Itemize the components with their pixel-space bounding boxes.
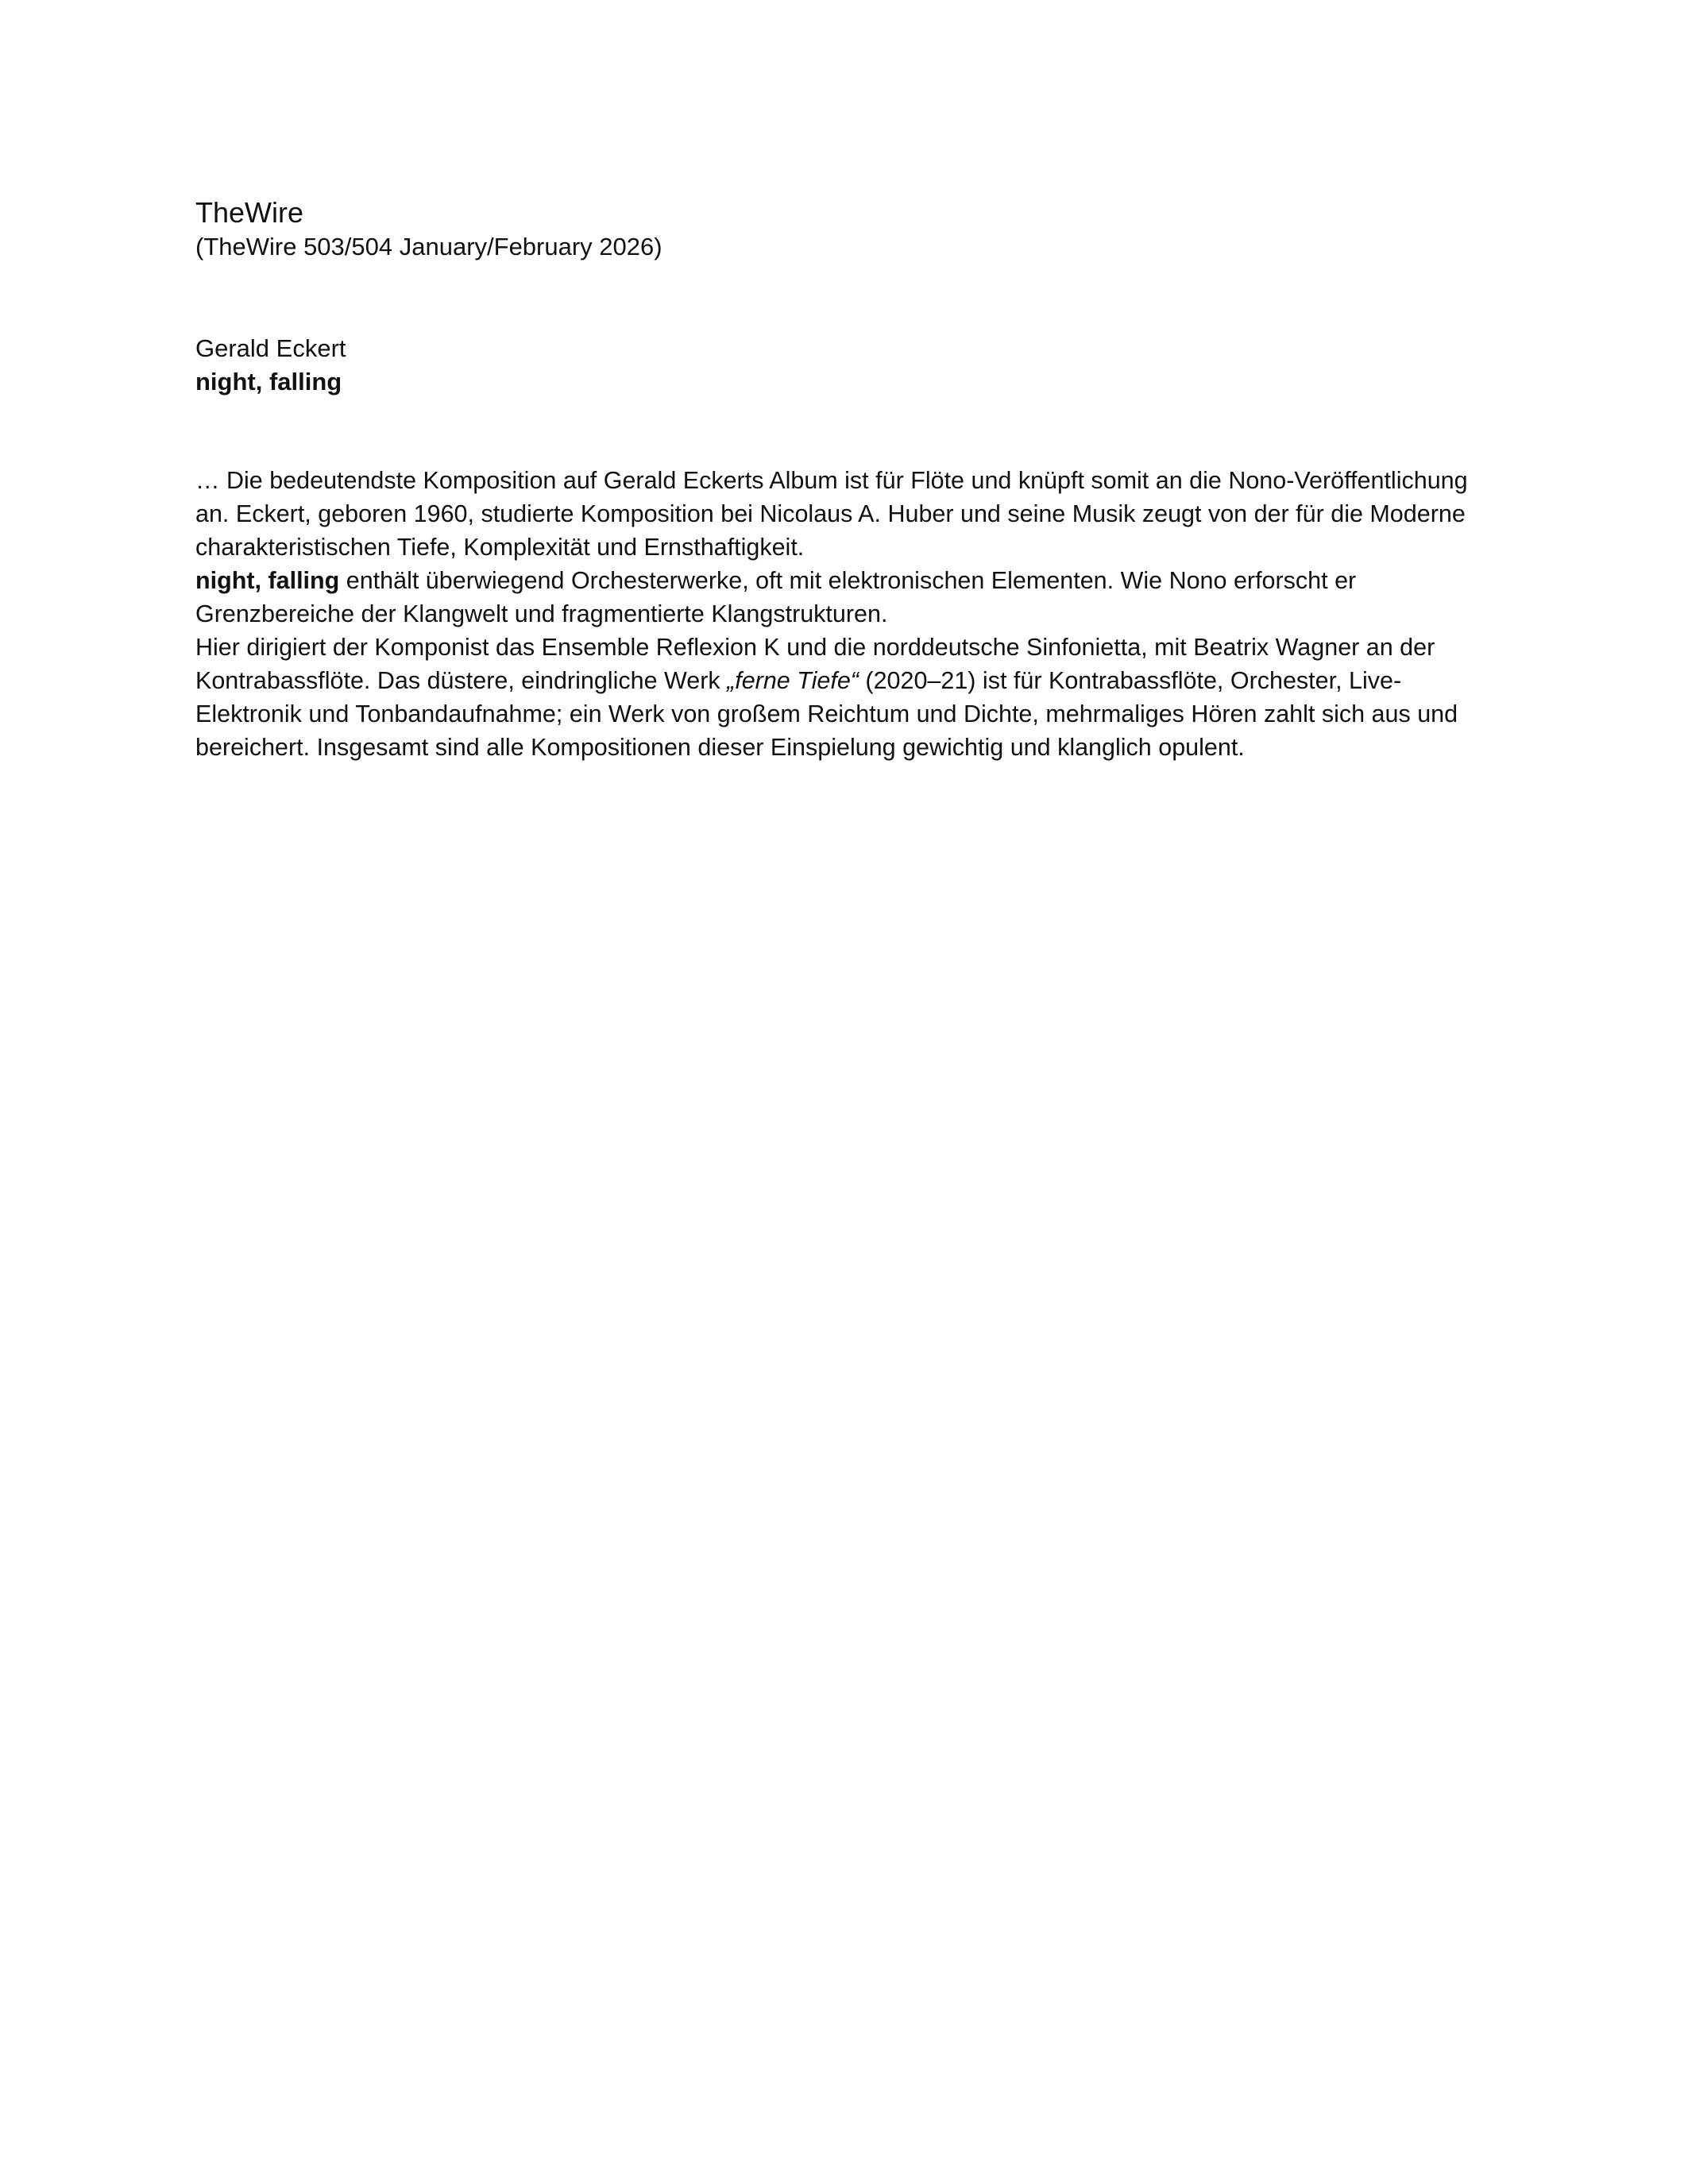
review-paragraph-2	[195, 564, 1498, 631]
album-title: night, falling	[195, 368, 342, 396]
publication-header	[195, 195, 1498, 264]
publication-issue: (TheWire 503/504 January/February 2026)	[195, 233, 662, 260]
review-paragraph-3	[195, 631, 1498, 764]
album-title-inline: night, falling	[195, 567, 340, 594]
review-paragraph-1: … Die bedeutendste Komposition auf Gerald Eckerts Album ist für Flöte und knüpft somit an die Nono-Veröffentlichung an. Eckert, geboren 1960, studierte Komposition bei Nicolaus A. Huber und seine Musik zeugt von der für die Moderne charakteristischen Tiefe, Komplexität und Ernsthaftigkeit.	[195, 467, 1468, 561]
document-content	[195, 195, 1498, 764]
review-paragraph-3-start: Hier dirigiert der Komponist das Ensemble Reflexion K und die norddeutsche Sinfonietta, mit Beatrix Wagner an der Kontrabassflöte. Das düstere, eindringliche Werk	[195, 634, 1435, 694]
publication-name: TheWire	[195, 196, 304, 229]
review-body	[195, 464, 1498, 764]
work-title-inline: „ferne Tiefe“	[727, 667, 859, 694]
release-info	[195, 332, 1498, 399]
review-paragraph-2-text: enthält überwiegend Orchesterwerke, oft mit elektronischen Elementen. Wie Nono erforscht er Grenzbereiche der Klangwelt und fragmentierte Klangstrukturen.	[195, 567, 1357, 627]
review-paragraph-3-text: (2020–21) ist für Kontrabassflöte, Orchester, Live-Elektronik und Tonbandaufnahme; ein Werk von großem Reichtum und Dichte, mehrmaliges Hören zahlt sich aus und bereichert. Insgesamt sind alle Kompositionen dieser Einspielung gewichtig und klanglich opulent.	[195, 667, 1458, 761]
artist-name: Gerald Eckert	[195, 334, 346, 362]
